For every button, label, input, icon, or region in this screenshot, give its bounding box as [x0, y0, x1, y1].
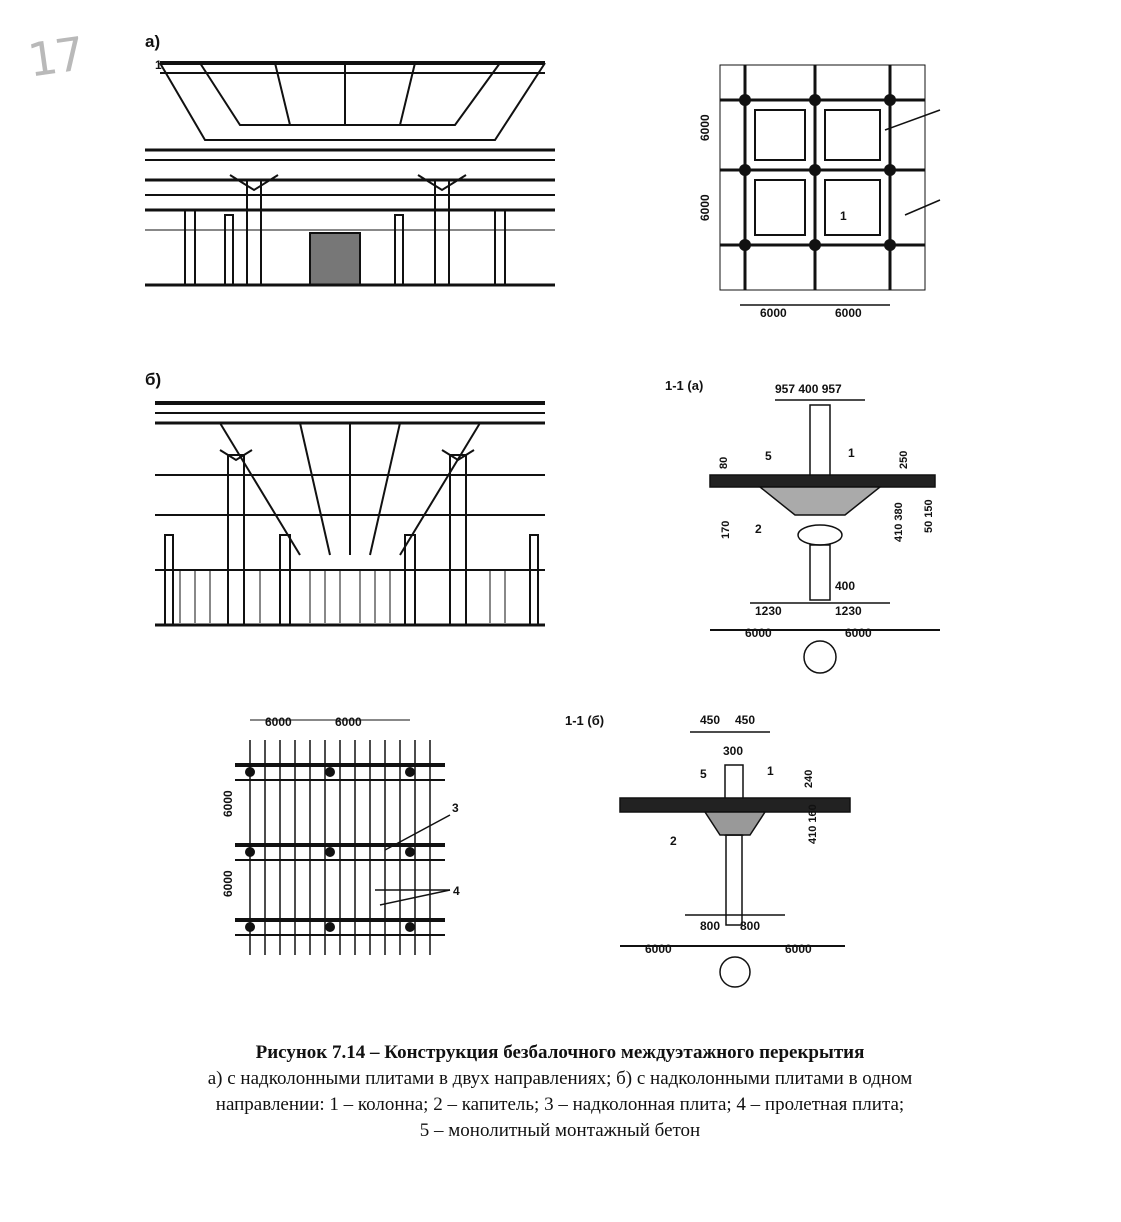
- dim-a-horiz-right: 6000: [835, 306, 862, 320]
- label-a: а): [145, 32, 161, 51]
- dim-1230-right: 1230: [835, 604, 862, 618]
- dim-b-top-left: 6000: [265, 715, 292, 729]
- figure-caption: [40, 1040, 1080, 1144]
- dim-450-right: 450: [735, 713, 756, 727]
- section-a-title: 1-1 (а): [665, 378, 704, 393]
- caption-line-3: 5 – монолитный монтажный бетон: [419, 1120, 701, 1141]
- dim-a-vert-top: 6000: [698, 114, 712, 141]
- dim-b-left-top: 6000: [221, 790, 235, 817]
- handwritten-page-mark: 17: [24, 26, 87, 88]
- section-1-1-a: [660, 375, 950, 675]
- plan-view-b: [210, 710, 470, 980]
- label-b: б): [145, 370, 162, 389]
- dim-400: 400: [835, 579, 856, 593]
- perspective-view-b: [150, 395, 550, 630]
- section-a-top-dims: 957 400 957: [775, 382, 842, 396]
- dim-6000-right-b: 6000: [785, 942, 812, 956]
- dim-250: 250: [898, 450, 910, 469]
- caption-line-2: направлении: 1 – колонна; 2 – капитель; 3 – надколонная плита; 4 – пролетная плита;: [215, 1094, 905, 1115]
- dim-50-150: 50 150: [923, 499, 935, 533]
- marker-2-section-b: 2: [670, 834, 677, 848]
- dim-410-380: 410 380: [893, 502, 905, 542]
- dim-170: 170: [720, 520, 732, 539]
- section-b-title: 1-1 (б): [565, 713, 605, 728]
- marker-1-plan-a: 1: [840, 209, 847, 223]
- dim-80: 80: [718, 456, 730, 469]
- dim-6000-right-a: 6000: [845, 626, 872, 640]
- plan-view-a: [690, 55, 950, 325]
- dim-6000-left-a: 6000: [745, 626, 772, 640]
- marker-2-section-a: 2: [755, 522, 762, 536]
- dim-1230-left: 1230: [755, 604, 782, 618]
- dim-a-vert-bottom: 6000: [698, 194, 712, 221]
- dim-b-top-right: 6000: [335, 715, 362, 729]
- dim-b-left-bottom: 6000: [221, 870, 235, 897]
- dim-450-left: 450: [700, 713, 721, 727]
- perspective-view-a: [145, 55, 555, 295]
- dim-6000-left-b: 6000: [645, 942, 672, 956]
- marker-5-section-a: 5: [765, 449, 772, 463]
- dim-240: 240: [803, 769, 815, 788]
- marker-4-plan-b: 4: [453, 884, 460, 898]
- dim-300: 300: [723, 744, 744, 758]
- dim-a-horiz-left: 6000: [760, 306, 787, 320]
- dim-800-left: 800: [700, 919, 721, 933]
- marker-3-plan-b: 3: [452, 801, 459, 815]
- svg-text:1: 1: [155, 58, 162, 72]
- caption-title: Рисунок 7.14 – Конструкция безбалочного междуэтажного перекрытия: [255, 1042, 865, 1063]
- caption-line-1: а) с надколонными плитами в двух направлениях; б) с надколонными плитами в одном: [207, 1068, 913, 1089]
- marker-1-section-a: 1: [848, 446, 855, 460]
- marker-5-section-b: 5: [700, 767, 707, 781]
- dim-410-160: 410 160: [807, 804, 819, 844]
- section-1-1-b: [560, 710, 860, 1000]
- dim-800-right: 800: [740, 919, 761, 933]
- marker-1-section-b: 1: [767, 764, 774, 778]
